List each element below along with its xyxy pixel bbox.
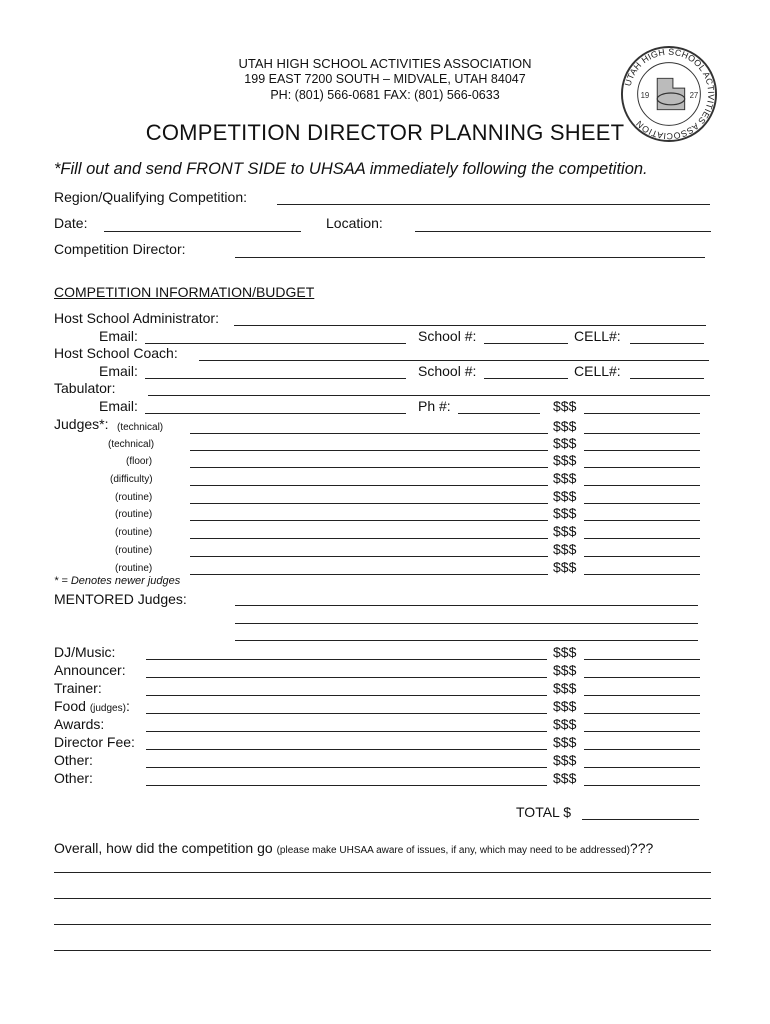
location-field[interactable] xyxy=(415,231,711,232)
dj-label: DJ/Music: xyxy=(54,644,116,660)
judge-cost-field[interactable] xyxy=(584,467,700,468)
judge-cost-label: $$$ xyxy=(553,470,577,486)
host-coach-field[interactable] xyxy=(199,360,709,361)
judge-type-label: (floor) xyxy=(126,456,153,467)
tabulator-cost-field[interactable] xyxy=(584,413,700,414)
budget-cost-label: $$$ xyxy=(553,680,577,696)
budget-description-field[interactable] xyxy=(146,677,547,678)
judge-cost-label: $$$ xyxy=(553,559,577,575)
org-address: 199 EAST 7200 SOUTH – MIDVALE, UTAH 84047 xyxy=(244,72,526,86)
host-coach-label: Host School Coach: xyxy=(54,345,178,361)
host-admin-cell-field[interactable] xyxy=(630,343,704,344)
budget-cost-label: $$$ xyxy=(553,770,577,786)
judge-name-field[interactable] xyxy=(190,467,548,468)
judge-name-field[interactable] xyxy=(190,503,548,504)
budget-cost-field[interactable] xyxy=(584,659,700,660)
tabulator-ph-field[interactable] xyxy=(458,413,540,414)
judge-name-field[interactable] xyxy=(190,433,548,434)
judge-name-field[interactable] xyxy=(190,450,548,451)
judge-cost-label: $$$ xyxy=(553,541,577,557)
newer-judges-note: * = Denotes newer judges xyxy=(54,575,181,587)
director-fee-label: Director Fee: xyxy=(54,734,135,750)
host-coach-email-label: Email: xyxy=(99,363,138,379)
judge-cost-label: $$$ xyxy=(553,418,577,434)
director-field[interactable] xyxy=(235,257,705,258)
judge-cost-label: $$$ xyxy=(553,505,577,521)
overall-answer-line[interactable] xyxy=(54,898,711,899)
judge-cost-field[interactable] xyxy=(584,574,700,575)
judge-name-field[interactable] xyxy=(190,520,548,521)
tabulator-email-label: Email: xyxy=(99,398,138,414)
date-label: Date: xyxy=(54,215,88,231)
tabulator-label: Tabulator: xyxy=(54,380,116,396)
total-field[interactable] xyxy=(582,819,699,820)
overall-answer-line[interactable] xyxy=(54,950,711,951)
judge-cost-field[interactable] xyxy=(584,433,700,434)
judge-name-field[interactable] xyxy=(190,556,548,557)
trainer-label: Trainer: xyxy=(54,680,102,696)
section-title: COMPETITION INFORMATION/BUDGET xyxy=(54,284,315,300)
judge-type-label: (difficulty) xyxy=(110,474,153,485)
budget-description-field[interactable] xyxy=(146,659,547,660)
mentored-judges-label: MENTORED Judges: xyxy=(54,591,187,607)
tabulator-cost-label: $$$ xyxy=(553,398,577,414)
budget-cost-label: $$$ xyxy=(553,662,577,678)
region-label: Region/Qualifying Competition: xyxy=(54,189,247,205)
host-coach-school-field[interactable] xyxy=(484,378,568,379)
judge-type-label: (routine) xyxy=(115,492,153,503)
judge-type-label: (technical) xyxy=(117,422,164,433)
location-label: Location: xyxy=(326,215,383,231)
judge-type-label: (routine) xyxy=(115,563,153,574)
budget-cost-field[interactable] xyxy=(584,749,700,750)
budget-description-field[interactable] xyxy=(146,785,547,786)
budget-description-field[interactable] xyxy=(146,749,547,750)
judge-cost-field[interactable] xyxy=(584,485,700,486)
judge-cost-label: $$$ xyxy=(553,488,577,504)
judge-cost-field[interactable] xyxy=(584,450,700,451)
budget-cost-field[interactable] xyxy=(584,767,700,768)
budget-cost-label: $$$ xyxy=(553,752,577,768)
mentored-judge-field[interactable] xyxy=(235,623,698,624)
overall-answer-line[interactable] xyxy=(54,924,711,925)
judge-type-label: (routine) xyxy=(115,527,153,538)
seal-lettering: UTAH HIGH SCHOOL ACTIVITIES ASSOCIATION xyxy=(622,46,717,142)
judge-cost-label: $$$ xyxy=(553,523,577,539)
announcer-label: Announcer: xyxy=(54,662,126,678)
judge-cost-field[interactable] xyxy=(584,556,700,557)
judge-name-field[interactable] xyxy=(190,538,548,539)
host-coach-cell-field[interactable] xyxy=(630,378,704,379)
budget-cost-field[interactable] xyxy=(584,731,700,732)
page-title: COMPETITION DIRECTOR PLANNING SHEET xyxy=(145,120,625,145)
host-coach-cell-label: CELL#: xyxy=(574,363,621,379)
host-admin-email-label: Email: xyxy=(99,328,138,344)
seal-year-left: 19 xyxy=(640,90,650,100)
budget-cost-label: $$$ xyxy=(553,644,577,660)
tabulator-ph-label: Ph #: xyxy=(418,398,451,414)
budget-cost-field[interactable] xyxy=(584,695,700,696)
judge-cost-field[interactable] xyxy=(584,503,700,504)
budget-description-field[interactable] xyxy=(146,731,547,732)
overall-question: Overall, how did the competition go (please make UHSAA aware of issues, if any, which may need to be addressed)??? xyxy=(54,840,654,856)
budget-description-field[interactable] xyxy=(146,695,547,696)
org-phone-fax: PH: (801) 566-0681 FAX: (801) 566-0633 xyxy=(270,88,500,102)
date-field[interactable] xyxy=(104,231,301,232)
budget-cost-label: $$$ xyxy=(553,698,577,714)
mentored-judge-field[interactable] xyxy=(235,605,698,606)
judges-label: Judges*: xyxy=(54,416,109,432)
budget-description-field[interactable] xyxy=(146,767,547,768)
judge-cost-label: $$$ xyxy=(553,452,577,468)
host-admin-school-label: School #: xyxy=(418,328,477,344)
judge-cost-field[interactable] xyxy=(584,520,700,521)
host-admin-email-field[interactable] xyxy=(145,343,406,344)
judge-type-label: (routine) xyxy=(115,545,153,556)
judge-cost-label: $$$ xyxy=(553,435,577,451)
host-coach-school-label: School #: xyxy=(418,363,477,379)
org-name: UTAH HIGH SCHOOL ACTIVITIES ASSOCIATION xyxy=(238,56,532,71)
host-admin-school-field[interactable] xyxy=(484,343,568,344)
overall-answer-line[interactable] xyxy=(54,872,711,873)
budget-cost-field[interactable] xyxy=(584,677,700,678)
instruction-text: *Fill out and send FRONT SIDE to UHSAA immediately following the competition. xyxy=(54,160,648,178)
host-admin-cell-label: CELL#: xyxy=(574,328,621,344)
region-field[interactable] xyxy=(277,204,710,205)
judge-cost-field[interactable] xyxy=(584,538,700,539)
host-admin-field[interactable] xyxy=(234,325,706,326)
food-label: Food (judges): xyxy=(54,698,130,714)
judge-name-field[interactable] xyxy=(190,485,548,486)
mentored-judge-field[interactable] xyxy=(235,640,698,641)
budget-cost-field[interactable] xyxy=(584,713,700,714)
budget-description-field[interactable] xyxy=(146,713,547,714)
budget-cost-label: $$$ xyxy=(553,716,577,732)
judge-type-label: (technical) xyxy=(108,439,155,450)
other-label: Other: xyxy=(54,770,93,786)
judge-name-field[interactable] xyxy=(190,574,548,575)
tabulator-email-field[interactable] xyxy=(145,413,406,414)
budget-cost-field[interactable] xyxy=(584,785,700,786)
host-coach-email-field[interactable] xyxy=(145,378,406,379)
total-label: TOTAL $ xyxy=(516,804,571,820)
awards-label: Awards: xyxy=(54,716,105,732)
host-admin-label: Host School Administrator: xyxy=(54,310,219,326)
judge-type-label: (routine) xyxy=(115,509,153,520)
tabulator-field[interactable] xyxy=(148,395,710,396)
seal-year-right: 27 xyxy=(689,90,699,100)
budget-cost-label: $$$ xyxy=(553,734,577,750)
director-label: Competition Director: xyxy=(54,241,186,257)
other-label: Other: xyxy=(54,752,93,768)
